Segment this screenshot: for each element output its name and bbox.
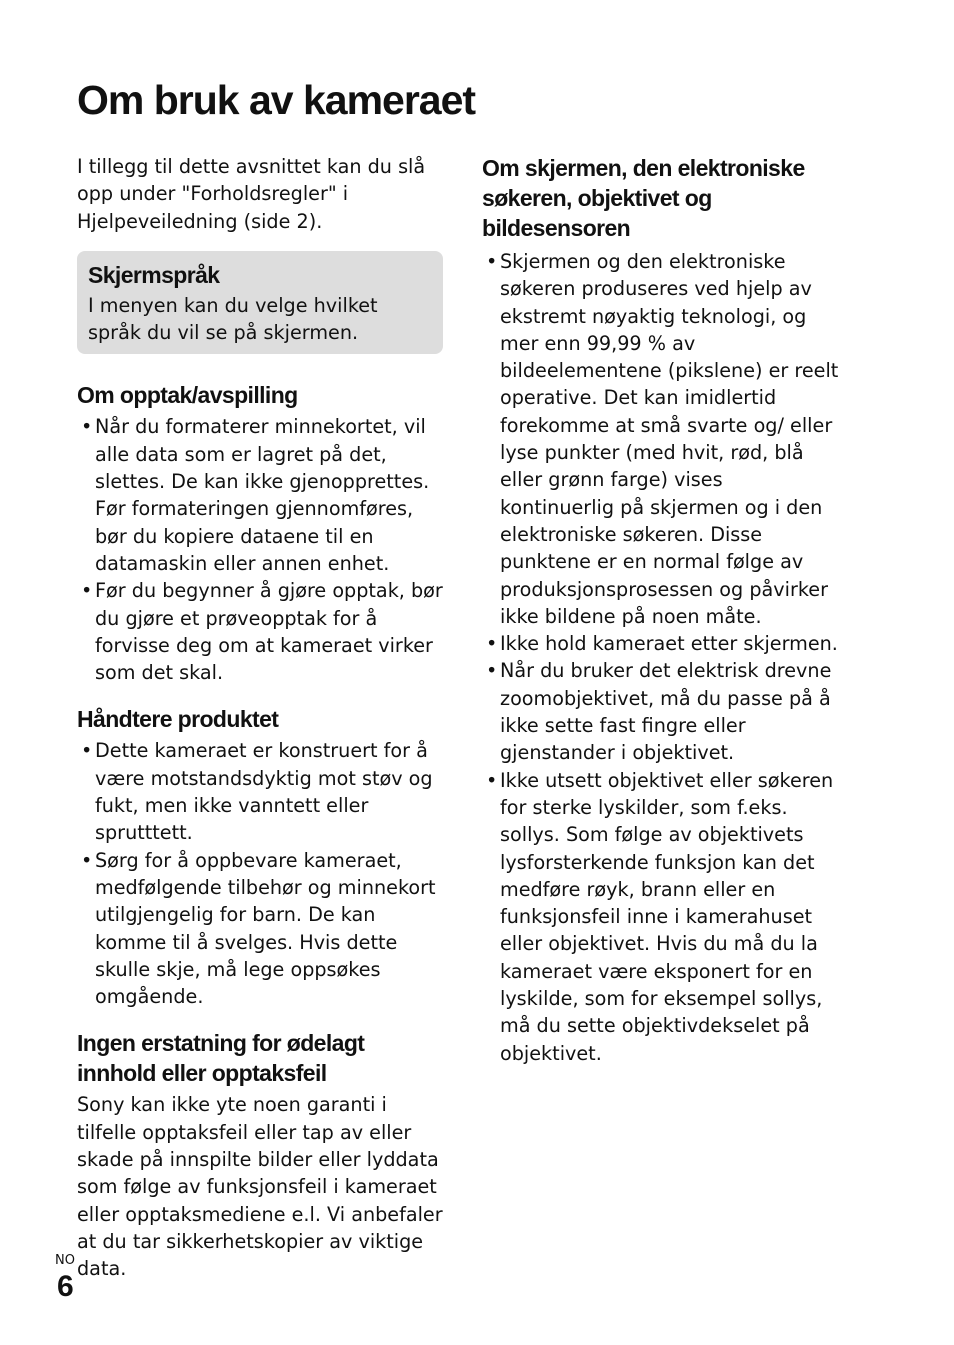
section-no-compensation [77, 1028, 443, 1282]
section-paragraph: Sony kan ikke yte noen garanti i tilfelle opptaksfeil eller tap av eller skade på innspilte bilder eller lyddata som følge av funksjonsfeil i kameraet eller opptaksmediene e.l. Vi anbefaler at du tar sikkerhetskopier av viktige data. [77, 1093, 443, 1281]
list-item: • Skjermen og den elektroniske søkeren produseres ved hjelp av ekstremt nøyaktig teknologi, og mer enn 99,99 % av bildeelementene (pikslene) er reelt operative. Det kan imidlertid forekomme at små svarte og/ eller lyse punkter (med hvit, rød, blå eller grønn farge) vises kontinuerlig på skjermen og i den elektroniske søkeren. Disse punktene er en normal følge av produksjonsprosessen og påvirker ikke bildene på noen måte. [482, 248, 842, 630]
section-handling-product [77, 704, 443, 1010]
note-heading: Skjermspråk [88, 261, 220, 288]
section-heading: Om skjermen, den elektroniske søkeren, objektivet og bildesensoren [482, 155, 805, 241]
section-heading: Om opptak/avspilling [77, 382, 298, 409]
section-heading: Håndtere produktet [77, 706, 279, 733]
right-column [482, 153, 842, 1067]
list-item: • Når du bruker det elektrisk drevne zoomobjektivet, må du passe på å ikke sette fast fingre eller gjenstander i objektivet. [482, 657, 842, 766]
intro-paragraph: I tillegg til dette avsnittet kan du slå opp under "Forholdsregler" i Hjelpeveiledning (side 2). [77, 155, 426, 233]
list-item: • Før du begynner å gjøre opptak, bør du gjøre et prøveopptak for å forvisse deg om at kameraet virker som det skal. [77, 577, 443, 686]
note-box-screen-language [77, 251, 443, 355]
list-item: • Ikke hold kameraet etter skjermen. [482, 630, 842, 657]
bullet-list [482, 248, 842, 1067]
list-item: • Sørg for å oppbevare kameraet, medfølgende tilbehør og minnekort utilgjengelig for barn. De kan komme til å svelges. Hvis dette skulle skje, må lege oppsøkes omgående. [77, 847, 443, 1011]
bullet-list [77, 737, 443, 1010]
list-item: • Dette kameraet er konstruert for å være motstandsdyktig mot støv og fukt, men ikke vanntett eller sprutttett. [77, 737, 443, 846]
bullet-list [77, 413, 443, 686]
section-screen-viewfinder-lens-sensor [482, 153, 842, 1067]
language-code: NO [55, 1253, 75, 1268]
page-number: 6 [57, 1270, 74, 1303]
page-title: Om bruk av kameraet [77, 77, 476, 123]
section-recording-playback [77, 380, 443, 686]
note-text: I menyen kan du velge hvilket språk du vil se på skjermen. [88, 293, 378, 345]
section-heading: Ingen erstatning for ødelagt innhold eller opptaksfeil [77, 1030, 365, 1087]
list-item: • Ikke utsett objektivet eller søkeren for sterke lyskilder, som f.eks. sollys. Som følge av objektivets lysforsterkende funksjon kan det medføre røyk, brann eller en funksjonsfeil inne i kamerahuset eller objektivet. Hvis du må du la kameraet være eksponert for en lyskilde, som for eksempel sollys, må du sette objektivdekselet på objektivet. [482, 767, 842, 1067]
list-item: • Når du formaterer minnekortet, vil alle data som er lagret på det, slettes. De kan ikke gjenopprettes. Før formateringen gjennomføres, bør du kopiere dataene til en datamaskin eller annen enhet. [77, 413, 443, 577]
left-column [77, 153, 443, 1301]
